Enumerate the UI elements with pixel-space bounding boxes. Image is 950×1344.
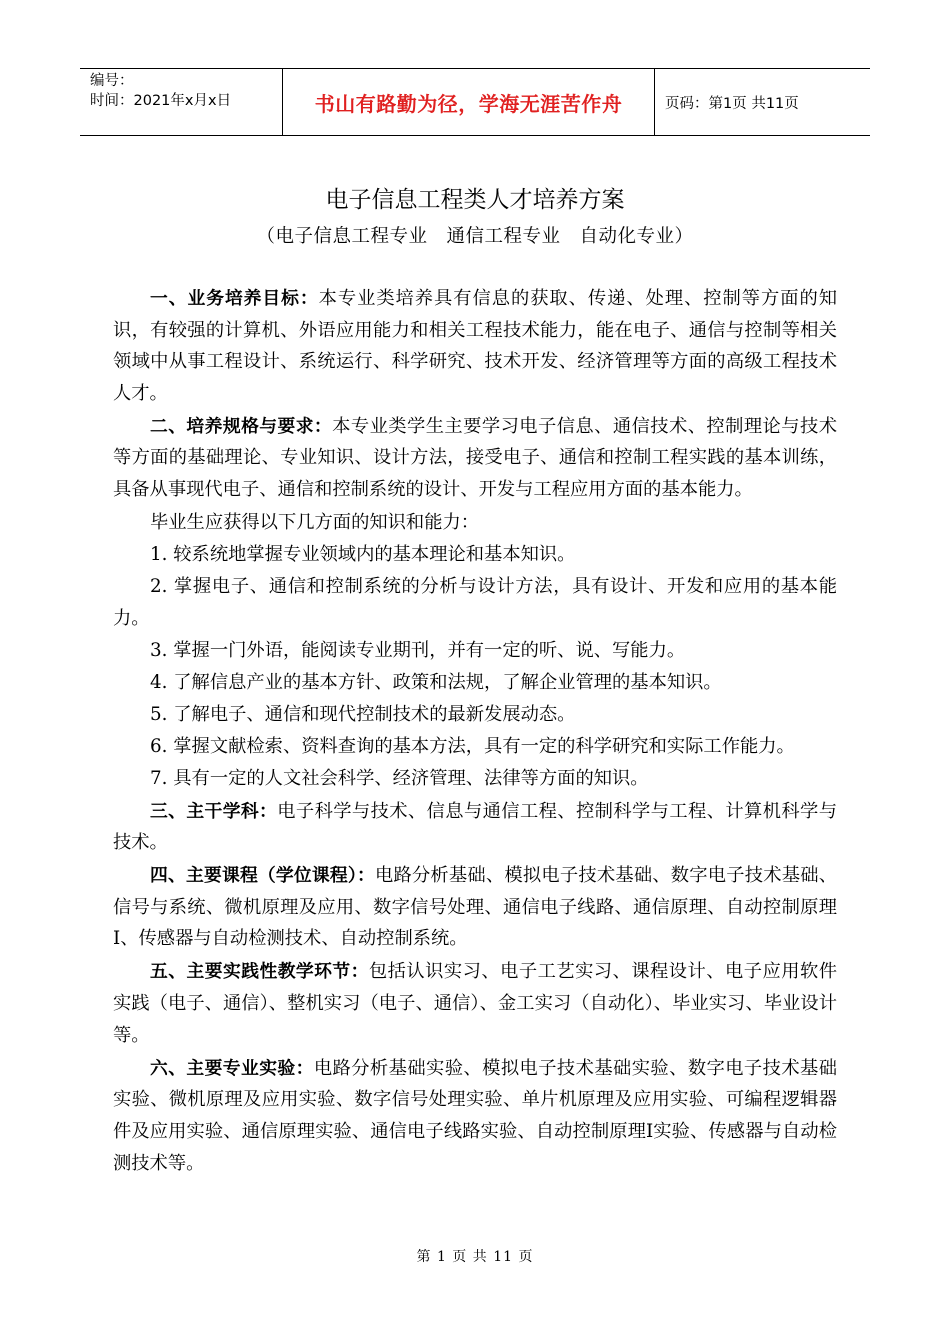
abilities-intro: 毕业生应获得以下几方面的知识和能力： — [150, 512, 480, 534]
ability-item: 2. 掌握电子、通信和控制系统的分析与设计方法，具有设计、开发和应用的基本能力。 — [113, 576, 837, 629]
section-heading: 二、培养规格与要求： — [150, 415, 333, 437]
section-goal — [113, 283, 837, 409]
section-text: 包括认识实习、电子工艺实习、课程设计、电子应用软件实践（电子、通信）、整机实习（电子、通信）、金工实习（自动化）、毕业实习、毕业设计等。 — [113, 961, 837, 1046]
header-page-info: 页码：第1页 共11页 — [665, 95, 799, 112]
page-footer: 第 1 页 共 11 页 — [416, 1249, 534, 1265]
document-subtitle: （电子信息工程专业 通信工程专业 自动化专业） — [256, 226, 694, 247]
ability-item: 6. 掌握文献检索、资料查询的基本方法，具有一定的科学研究和实际工作能力。 — [150, 736, 795, 758]
section-heading: 六、主要专业实验： — [150, 1057, 314, 1079]
ability-item: 4. 了解信息产业的基本方针、政策和法规，了解企业管理的基本知识。 — [150, 672, 722, 694]
section-text: 本专业类学生主要学习电子信息、通信技术、控制理论与技术等方面的基础理论、专业知识、设计方法，接受电子、通信和控制工程实践的基本训练，具备从事现代电子、通信和控制系统的设计、开发与工程应用方面的基本能力。 — [113, 415, 837, 501]
section-practice — [113, 956, 837, 1051]
header-motto-cell — [282, 69, 655, 135]
section-requirements — [113, 411, 837, 506]
ability-item: 1. 较系统地掌握专业领域内的基本理论和基本知识。 — [150, 544, 576, 566]
section-courses — [113, 860, 837, 955]
ability-item: 3. 掌握一门外语，能阅读专业期刊，并有一定的听、说、写能力。 — [150, 640, 686, 662]
section-heading: 一、业务培养目标： — [150, 288, 319, 309]
section-heading: 三、主干学科： — [150, 800, 278, 822]
header-meta — [80, 69, 282, 135]
section-heading: 五、主要实践性教学环节： — [150, 961, 369, 983]
section-text: 本专业类培养具有信息的获取、传递、处理、控制等方面的知识，有较强的计算机、外语应用能力和相关工程技术能力，能在电子、通信与控制等相关领域中从事工程设计、系统运行、科学研究、技术开发、经济管理等方面的高级工程技术人才。 — [113, 288, 837, 404]
ability-item: 7. 具有一定的人文社会科学、经济管理、法律等方面的知识。 — [150, 768, 649, 790]
ability-item: 5. 了解电子、通信和现代控制技术的最新发展动态。 — [150, 704, 576, 726]
section-text: 电路分析基础实验、模拟电子技术基础实验、数字电子技术基础实验、微机原理及应用实验、数字信号处理实验、单片机原理及应用实验、可编程逻辑器件及应用实验、通信原理实验、通信电子线路实验、自动控制原理Ⅰ实验、传感器与自动检测技术等。 — [113, 1057, 837, 1174]
section-heading: 四、主要课程（学位课程）： — [150, 865, 375, 887]
number-label: 编号： — [90, 73, 134, 89]
document-body — [113, 283, 837, 1181]
section-disciplines — [113, 796, 837, 859]
header-table — [80, 68, 870, 136]
section-experiments — [113, 1053, 837, 1179]
section-text: 电路分析基础、模拟电子技术基础、数字电子技术基础、信号与系统、微机原理及应用、数字信号处理、通信电子线路、通信原理、自动控制原理Ⅰ、传感器与自动检测技术、自动控制系统。 — [113, 865, 837, 950]
section-text: 电子科学与技术、信息与通信工程、控制科学与工程、计算机科学与技术。 — [113, 800, 837, 854]
document-title: 电子信息工程类人才培养方案 — [325, 187, 625, 213]
motto: 书山有路勤为径，学海无涯苦作舟 — [314, 91, 623, 116]
time-label: 时间：2021年x月x日 — [90, 93, 232, 109]
